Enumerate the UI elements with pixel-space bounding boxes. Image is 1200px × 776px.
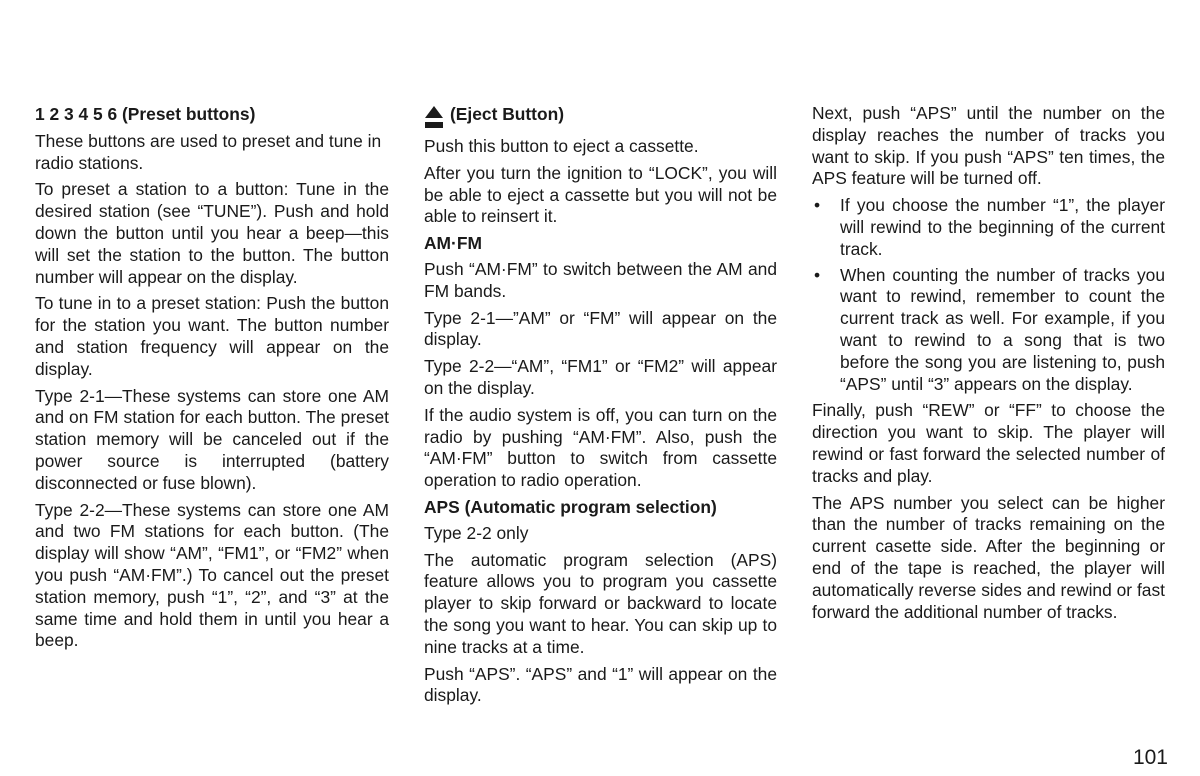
list-item: • If you choose the number “1”, the player will rewind to the beginning of the current track. xyxy=(814,195,1165,259)
amfm-paragraph-3: Type 2-2—“AM”, “FM1” or “FM2” will appear on the display. xyxy=(424,356,777,398)
amfm-heading: AM·FM xyxy=(424,233,482,254)
amfm-paragraph-1: Push “AM·FM” to switch between the AM and FM bands. xyxy=(424,258,777,301)
column-preset-buttons xyxy=(35,104,389,657)
aps-finally-paragraph: Finally, push “REW” or “FF” to choose the direction you want to skip. The player will rewind or fast forward the selected number of tracks and play. xyxy=(812,400,1165,486)
aps-number-paragraph: The APS number you select can be higher than the number of tracks remaining on the current casette side. After the beginning or end of the tape is reached, the player will automatically reverse sides and rewind or fast forward the additional number of tracks. xyxy=(812,492,1165,622)
amfm-paragraph-2: Type 2-1—”AM” or “FM” will appear on the display. xyxy=(424,307,777,350)
column-eject-amfm-aps xyxy=(424,104,777,712)
preset-tune-paragraph: To tune in to a preset station: Push the button for the station you want. The button number and station frequency will appear on the display. xyxy=(35,293,389,379)
page-number: 101 xyxy=(1132,746,1168,769)
aps-paragraph-3: Push “APS”. “APS” and “1” will appear on the display. xyxy=(424,663,777,706)
eject-heading-row xyxy=(424,104,777,130)
preset-type21-paragraph: Type 2-1—These systems can store one AM and on FM station for each button. The preset station memory will be canceled out if the power source is interrupted (battery disconnected or fuse blown). xyxy=(35,385,389,493)
amfm-paragraph-4: If the audio system is off, you can turn on the radio by pushing “AM·FM”. Also, push the “AM·FM” button to switch from cassette operation to radio operation. xyxy=(424,404,777,491)
preset-store-paragraph: To preset a station to a button: Tune in the desired station (see “TUNE”). Push and hold down the button until you hear a beep—this will set the station to the button. The button number will appear on the display. xyxy=(35,179,389,287)
aps-bullet-list xyxy=(812,195,1165,395)
aps-paragraph-2: The automatic program selection (APS) feature allows you to program you cassette player to skip forward or backward to locate the song you want to hear. You can skip up to nine tracks at a time. xyxy=(424,549,777,657)
list-item: • When counting the number of tracks you want to rewind, remember to count the current track as well. For example, if you want to rewind to a song that is two before the song you are listening to, push “APS” until “3” appears on the display. xyxy=(814,264,1165,394)
column-aps-continued xyxy=(812,103,1165,628)
eject-icon xyxy=(424,104,444,130)
aps-next-paragraph: Next, push “APS” until the number on the display reaches the number of tracks you want to skip. If you push “APS” ten times, the APS feature will be turned off. xyxy=(812,103,1165,189)
aps-heading: APS (Automatic program selection) xyxy=(424,496,717,517)
bullet-marker: • xyxy=(814,195,821,216)
preset-type22-paragraph: Type 2-2—These systems can store one AM and two FM stations for each button. (The display will show “AM”, “FM1”, or “FM2” when you push “AM·FM”.) To cancel out the preset station memory, push “1”, “2”, and “3” at the same time and hold them in until you hear a beep. xyxy=(35,499,389,651)
preset-buttons-heading: 1 2 3 4 5 6 (Preset buttons) xyxy=(35,104,256,124)
aps-paragraph-1: Type 2-2 only xyxy=(424,522,529,543)
eject-paragraph-1: Push this button to eject a cassette. xyxy=(424,136,699,156)
bullet-marker: • xyxy=(814,264,821,285)
eject-heading: (Eject Button) xyxy=(450,104,564,125)
preset-intro-paragraph: These buttons are used to preset and tune in radio stations. xyxy=(35,130,382,173)
eject-paragraph-2: After you turn the ignition to “LOCK”, you will be able to eject a cassette but you will not be able to reinsert it. xyxy=(424,162,777,227)
